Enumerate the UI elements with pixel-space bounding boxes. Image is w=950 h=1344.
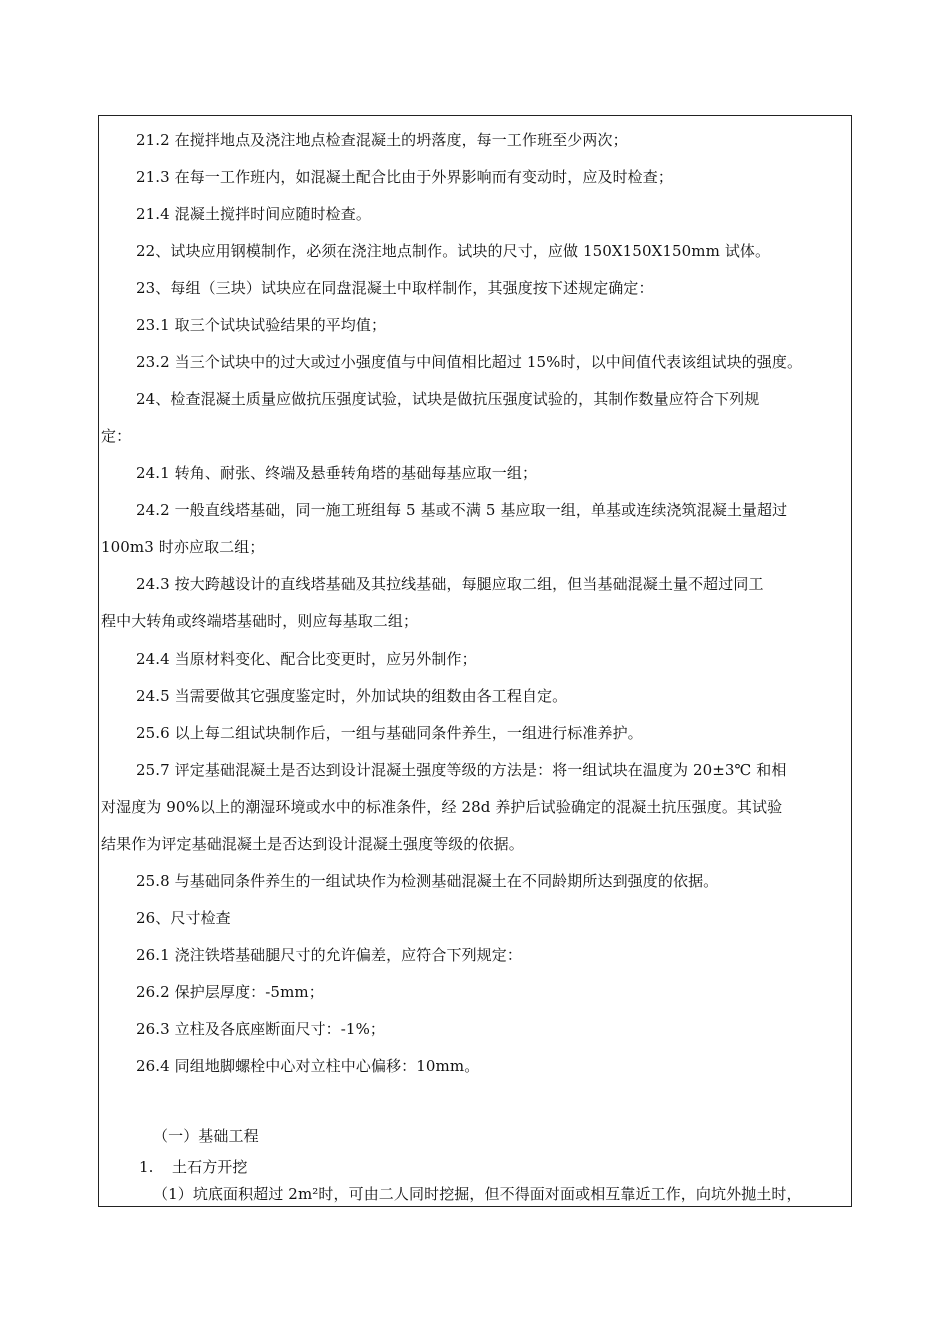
paragraph-25-6: 25.6 以上每二组试块制作后，一组与基础同条件养生，一组进行标准养护。 [136, 724, 643, 742]
paragraph-22: 22、试块应用钢模制作，必须在浇注地点制作。试块的尺寸，应做 150X150X150mm 试体。 [136, 242, 771, 260]
paragraph-24-cont: 定： [101, 427, 132, 445]
paragraph-24-5: 24.5 当需要做其它强度鉴定时，外加试块的组数由各工程自定。 [136, 687, 568, 705]
paragraph-26-2: 26.2 保护层厚度：-5mm； [136, 983, 324, 1001]
paragraph-23: 23、每组（三块）试块应在同盘混凝土中取样制作，其强度按下述规定确定： [136, 279, 654, 297]
paragraph-23-1: 23.1 取三个试块试验结果的平均值； [136, 316, 387, 334]
item-title: 土石方开挖 [172, 1158, 248, 1176]
item-number: 1. [139, 1158, 154, 1176]
paragraph-24-1: 24.1 转角、耐张、终端及悬垂转角塔的基础每基应取一组； [136, 464, 538, 482]
section-heading: （一）基础工程 [153, 1127, 259, 1145]
paragraph-21-3: 21.3 在每一工作班内，如混凝土配合比由于外界影响而有变动时，应及时检查； [136, 168, 673, 186]
paragraph-21-4: 21.4 混凝土搅拌时间应随时检查。 [136, 205, 371, 223]
paragraph-24: 24、检查混凝土质量应做抗压强度试验，试块是做抗压强度试验的，其制作数量应符合下列规 [136, 390, 760, 408]
paragraph-23-2: 23.2 当三个试块中的过大或过小强度值与中间值相比超过 15%时，以中间值代表该组试块的强度。 [136, 353, 803, 371]
paragraph-24-3: 24.3 按大跨越设计的直线塔基础及其拉线基础，每腿应取二组，但当基础混凝土量不超过同工 [136, 575, 764, 593]
paragraph-25-7-cont1: 对湿度为 90%以上的潮湿环境或水中的标准条件，经 28d 养护后试验确定的混凝土抗压强度。其试验 [101, 798, 783, 816]
paragraph-24-3-cont: 程中大转角或终端塔基础时，则应每基取二组； [101, 612, 419, 630]
paragraph-24-2: 24.2 一般直线塔基础，同一施工班组每 5 基或不满 5 基应取一组，单基或连续浇筑混凝土量超过 [136, 501, 788, 519]
paragraph-21-2: 21.2 在搅拌地点及浇注地点检查混凝土的坍落度，每一工作班至少两次； [136, 131, 628, 149]
paragraph-25-7: 25.7 评定基础混凝土是否达到设计混凝土强度等级的方法是：将一组试块在温度为 20±3℃ 和相 [136, 761, 787, 779]
item-body: （1）坑底面积超过 2m²时，可由二人同时挖掘，但不得面对面或相互靠近工作，向坑外抛土时， [153, 1185, 802, 1203]
paragraph-24-4: 24.4 当原材料变化、配合比变更时，应另外制作； [136, 650, 477, 668]
paragraph-26-3: 26.3 立柱及各底座断面尺寸：-1%； [136, 1020, 386, 1038]
paragraph-25-7-cont2: 结果作为评定基础混凝土是否达到设计混凝土强度等级的依据。 [101, 835, 524, 853]
paragraph-26: 26、尺寸检查 [136, 909, 231, 927]
paragraph-26-1: 26.1 浇注铁塔基础腿尺寸的允许偏差，应符合下列规定： [136, 946, 522, 964]
paragraph-26-4: 26.4 同组地脚螺栓中心对立柱中心偏移：10mm。 [136, 1057, 480, 1075]
paragraph-25-8: 25.8 与基础同条件养生的一组试块作为检测基础混凝土在不同龄期所达到强度的依据。 [136, 872, 719, 890]
paragraph-24-2-cont: 100m3 时亦应取二组； [101, 538, 265, 556]
document-frame [98, 115, 852, 1207]
